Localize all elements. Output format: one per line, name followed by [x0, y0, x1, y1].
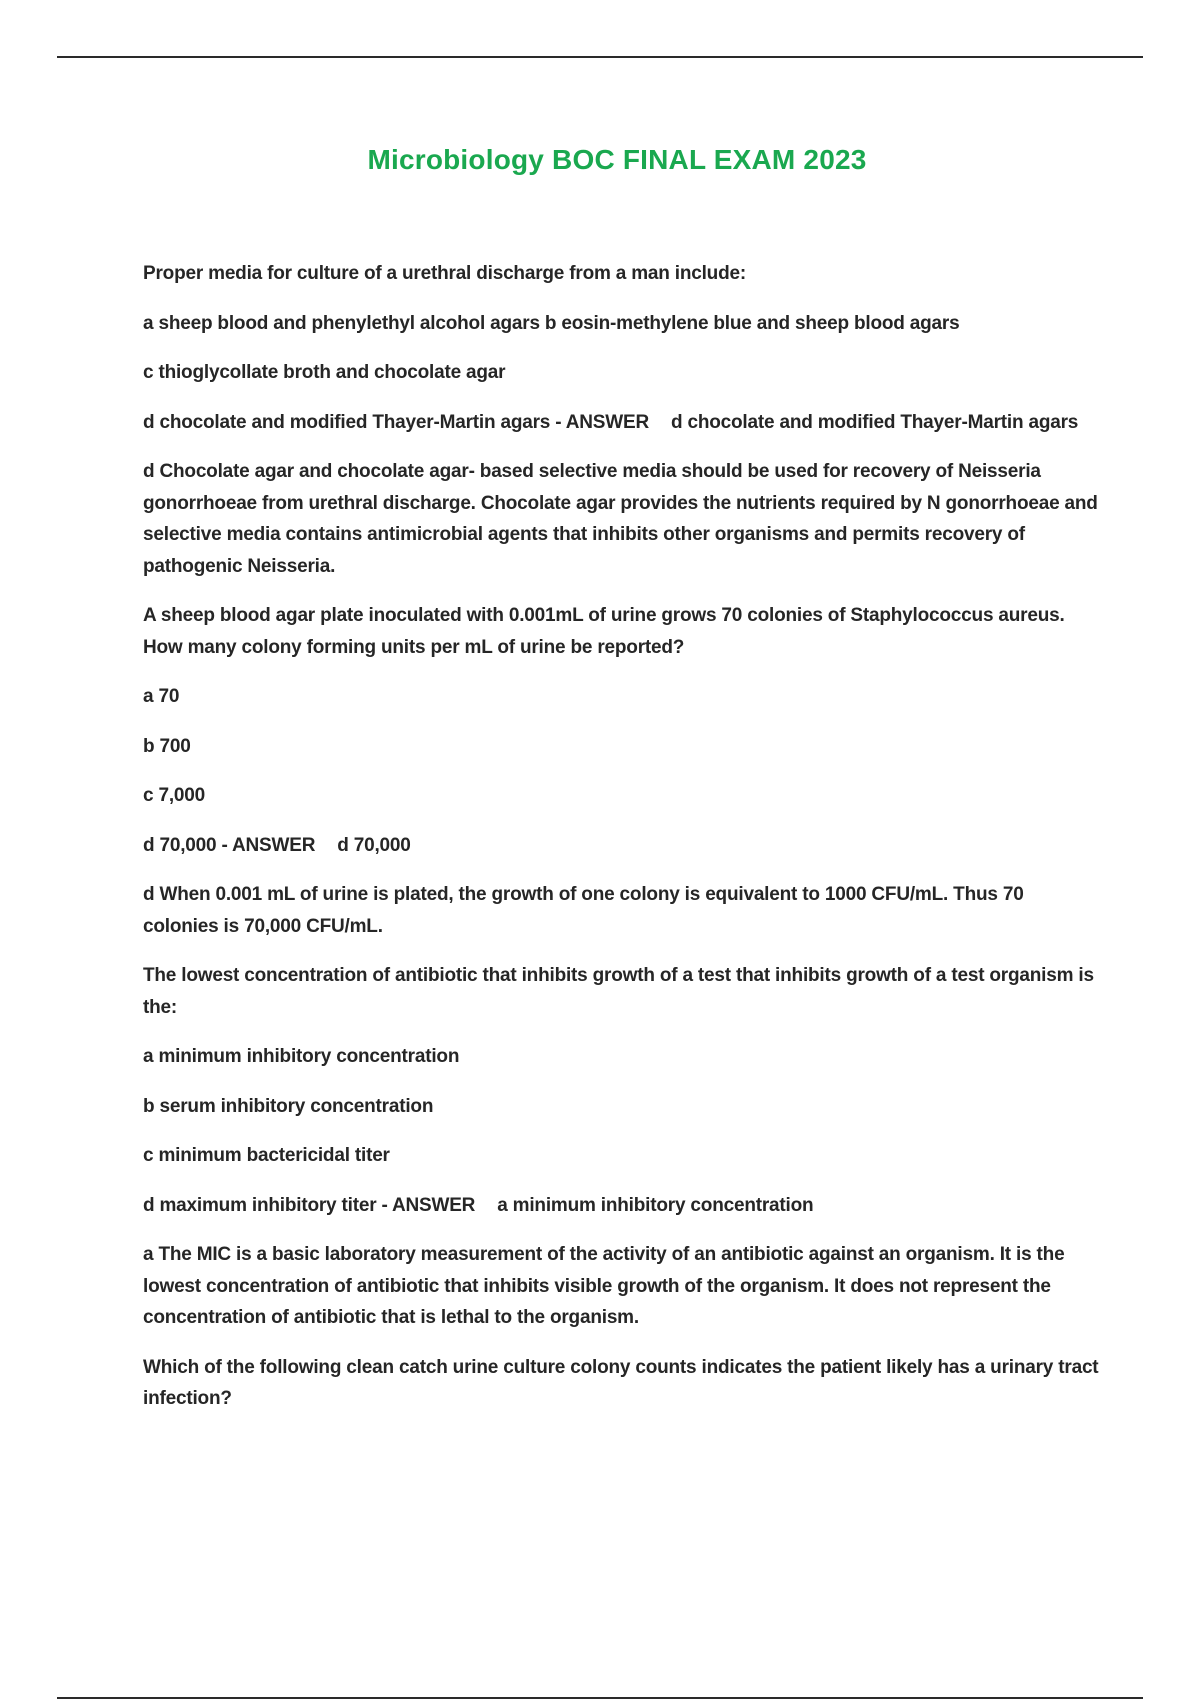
question-3-option-d-answer	[143, 1190, 1103, 1222]
answer-text: d chocolate and modified Thayer-Martin agars	[671, 411, 1079, 433]
question-1-explanation	[143, 456, 1103, 582]
answer-text: a minimum inhibitory concentration	[497, 1194, 814, 1216]
question-2-option-c	[143, 780, 1103, 812]
header-rule	[57, 56, 1143, 58]
question-1-stem	[143, 258, 1103, 290]
paragraph-text: a The MIC is a basic laboratory measurement of the activity of an antibiotic against an organism. It is the lowest concentration of antibiotic that inhibits visible growth of the organism. It does not represent the concentration of antibiotic that is lethal to the organism.	[143, 1244, 1065, 1328]
paragraph-text: c thioglycollate broth and chocolate agar	[143, 362, 506, 383]
question-1-options-ab	[143, 308, 1103, 340]
paragraph-text: d Chocolate agar and chocolate agar- based selective media should be used for recovery of Neisseria gonorrhoeae from urethral discharge. Chocolate agar provides the nutrients required by N gonorrhoeae and selective media contains antimicrobial agents that inhibits other organisms and permits recovery of pathogenic Neisseria.	[143, 461, 1098, 577]
question-2-stem	[143, 600, 1103, 663]
paragraph-text: Proper media for culture of a urethral discharge from a man include:	[143, 263, 746, 284]
document-body	[143, 258, 1103, 1433]
paragraph-text: a minimum inhibitory concentration	[143, 1046, 460, 1067]
question-1-option-c	[143, 357, 1103, 389]
question-1-option-d-answer	[143, 407, 1103, 439]
answer-text: d 70,000	[337, 834, 411, 856]
paragraph-text: d chocolate and modified Thayer-Martin agars - ANSWER	[143, 411, 649, 433]
paragraph-text: a 70	[143, 686, 180, 707]
paragraph-text: The lowest concentration of antibiotic that inhibits growth of a test that inhibits growth of a test organism is the:	[143, 965, 1094, 1018]
question-3-option-b	[143, 1091, 1103, 1123]
document-title: Microbiology BOC FINAL EXAM 2023	[367, 144, 867, 175]
question-3-option-a	[143, 1041, 1103, 1073]
paragraph-text: A sheep blood agar plate inoculated with 0.001mL of urine grows 70 colonies of Staphylococcus aureus. How many colony forming units per mL of urine be reported?	[143, 605, 1065, 658]
paragraph-text: d When 0.001 mL of urine is plated, the growth of one colony is equivalent to 1000 CFU/mL. Thus 70 colonies is 70,000 CFU/mL.	[143, 884, 1024, 937]
paragraph-text: b 700	[143, 735, 191, 757]
question-2-option-a	[143, 681, 1103, 713]
question-3-explanation	[143, 1239, 1103, 1334]
question-3-stem	[143, 960, 1103, 1023]
question-2-option-d-answer	[143, 830, 1103, 862]
paragraph-text: Which of the following clean catch urine culture colony counts indicates the patient likely has a urinary tract infection?	[143, 1356, 1099, 1409]
paragraph-text: c 7,000	[143, 785, 205, 806]
paragraph-text: c minimum bactericidal titer	[143, 1145, 390, 1166]
paragraph-text: d 70,000 - ANSWER	[143, 834, 316, 856]
paragraph-text: d maximum inhibitory titer - ANSWER	[143, 1194, 476, 1216]
footer-rule	[57, 1697, 1143, 1699]
question-2-explanation	[143, 879, 1103, 942]
question-3-option-c	[143, 1140, 1103, 1172]
question-4-stem	[143, 1352, 1103, 1415]
question-2-option-b	[143, 731, 1103, 763]
paragraph-text: a sheep blood and phenylethyl alcohol agars b eosin-methylene blue and sheep blood agars	[143, 312, 960, 334]
paragraph-text: b serum inhibitory concentration	[143, 1095, 434, 1117]
